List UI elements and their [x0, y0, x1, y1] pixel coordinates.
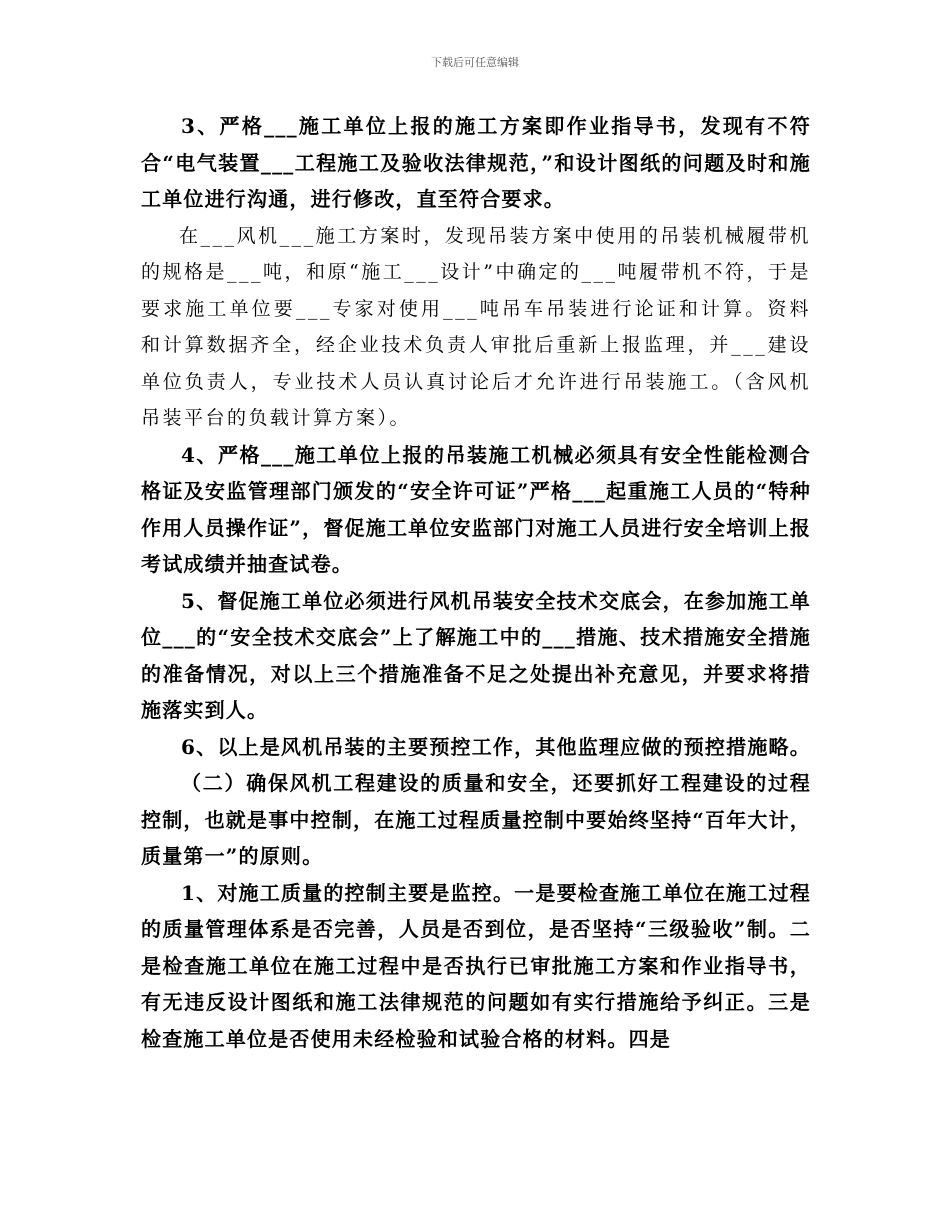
paragraph-item-6-summary: 6、以上是风机吊装的主要预控工作，其他监理应做的预控措施略。: [181, 734, 811, 759]
document-body: [141, 108, 811, 1057]
paragraph-crane-plan-review: 在___风机___施工方案时，发现吊装方案中使用的吊装机械履带机的规格是___吨，和原“施工___设计”中确定的___吨履带机不符，于是要求施工单位要___专家对使用___吨吊车吊装进行论证和计算。资料和计算数据齐全，经企业技术负责人审批后重新上报监理，并___建设单位负责人，专业技术人员认真讨论后才允许进行吊装施工。（含风机吊装平台的负载计算方案）。: [141, 224, 811, 429]
paragraph-item-1-quality-monitoring: 1、对施工质量的控制主要是监控。一是要检查施工单位在施工过程的质量管理体系是否完善，人员是否到位，是否坚持“三级验收”制。二是检查施工单位在施工过程中是否执行已审批施工方案和作业指导书，有无违反设计图纸和施工法律规范的问题如有实行措施给予纠正。三是检查施工单位是否使用未经检验和试验合格的材料。四是: [141, 880, 811, 1051]
paragraph-section-2-process-control: （二）确保风机工程建设的质量和安全，还要抓好工程建设的过程控制，也就是事中控制，在施工过程质量控制中要始终坚持“百年大计，质量第一”的原则。: [141, 771, 811, 868]
paragraph-item-5-safety-briefing: 5、督促施工单位必须进行风机吊装安全技术交底会，在参加施工单位___的“安全技术交底会”上了解施工中的___措施、技术措施安全措施的准备情况，对以上三个措施准备不足之处提出补充意见，并要求将措施落实到人。: [141, 588, 811, 722]
paragraph-item-3-review-plan: 3、严格___施工单位上报的施工方案即作业指导书，发现有不符合“电气装置___工程施工及验收法律规范，”和设计图纸的问题及时和施工单位进行沟通，进行修改，直至符合要求。: [141, 114, 811, 211]
page-header: 下载后可任意编辑: [431, 56, 519, 69]
paragraph-item-4-crane-certificates: 4、严格___施工单位上报的吊装施工机械必须具有安全性能检测合格证及安监管理部门颁发的“安全许可证”严格___起重施工人员的“特种作用人员操作证”，督促施工单位安监部门对施工人员进行安全培训上报考试成绩并抽查试卷。: [141, 442, 811, 576]
